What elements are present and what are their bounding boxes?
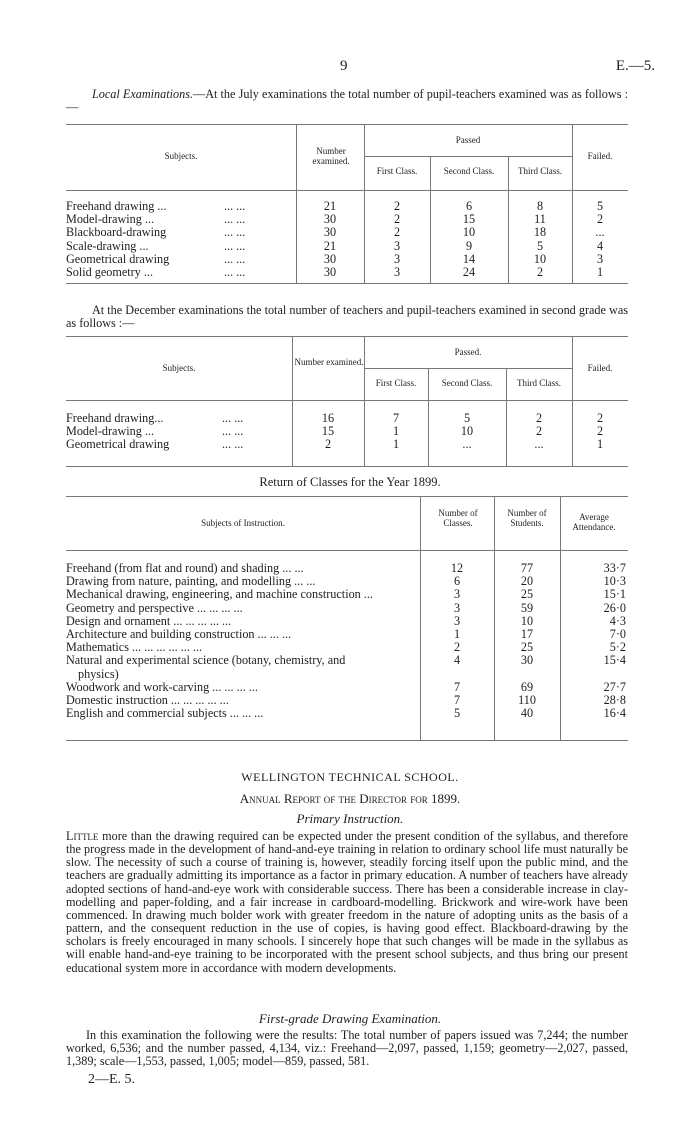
subject-cell: Scale-drawing ... [66, 238, 149, 253]
primary-instruction-heading: Primary Instruction. [296, 811, 404, 826]
leader-dots: ... ... [222, 411, 244, 425]
students-cell: 10 [520, 613, 534, 628]
subject-cell: Mathematics ... ... ... ... ... ... [66, 641, 203, 655]
page-number: 9 [340, 58, 348, 74]
subject-cell: Solid geometry ... [66, 265, 153, 279]
subject-cell: Model-drawing ... [66, 212, 155, 227]
first-class-cell: 3 [393, 265, 401, 279]
classes-cell: 7 [453, 679, 461, 694]
col-failed: Failed. [587, 363, 613, 373]
students-cell: 40 [520, 706, 534, 721]
examined-cell: 21 [323, 199, 337, 213]
attendance-cell: 15·4 [603, 653, 626, 668]
third-class-cell: 18 [533, 225, 547, 240]
subject-cell: Architecture and building construction ... ... ... [66, 628, 292, 641]
failed-cell: 2 [596, 424, 604, 439]
subject-cell: Geometrical drawing [66, 251, 170, 266]
third-class-cell: 8 [536, 199, 544, 213]
subject-cell: Natural and experimental science (botany, chemistry, and [66, 654, 346, 668]
second-class-cell: 15 [462, 212, 476, 227]
classes-cell: 3 [453, 613, 461, 628]
subject-cell: Drawing from nature, painting, and modelling ... ... [66, 575, 316, 589]
leader-dots: ... ... [224, 225, 246, 240]
students-cell: 20 [520, 574, 534, 589]
examined-cell: 30 [323, 225, 337, 240]
col-subjects-instruction: Subjects of Instruction. [201, 518, 285, 528]
first-class-cell: 3 [393, 251, 401, 266]
classes-cell: 2 [453, 640, 461, 655]
second-class-cell: 14 [462, 251, 476, 266]
attendance-cell: 28·8 [603, 693, 626, 707]
leader-dots: ... ... [224, 238, 246, 253]
leader-dots: ... ... [224, 265, 246, 279]
failed-cell: 2 [596, 411, 604, 425]
leader-dots: ... ... [222, 424, 244, 439]
leader-dots: ... ... [222, 437, 244, 452]
first-class-cell: 1 [392, 424, 400, 439]
classes-cell: 5 [453, 706, 461, 721]
subject-cell: Freehand drawing ... [66, 199, 167, 213]
classes-cell: 12 [450, 561, 464, 575]
first-class-cell: 7 [392, 411, 400, 425]
second-class-cell: 9 [465, 238, 473, 253]
col-number-examined: Number examined. [312, 146, 350, 166]
second-class-cell: 10 [460, 424, 474, 439]
examined-cell: 21 [323, 238, 337, 253]
first-class-cell: 2 [393, 212, 401, 227]
students-cell: 69 [520, 679, 534, 694]
students-cell: 77 [520, 561, 534, 575]
subject-cell: Freehand (from flat and round) and shading ... ... [66, 562, 304, 575]
col-second-class: Second Class. [441, 378, 493, 388]
attendance-cell: 5·2 [609, 640, 626, 655]
col-passed: Passed. [454, 347, 482, 357]
attendance-cell: 4·3 [609, 613, 626, 628]
third-class-cell: 10 [533, 251, 547, 266]
third-class-cell: 2 [536, 265, 544, 279]
subject-cell: Design and ornament ... ... ... ... ... [66, 614, 232, 628]
col-subjects: Subjects. [164, 151, 198, 161]
subject-cell: Domestic instruction ... ... ... ... ... [66, 694, 229, 707]
third-class-cell: 5 [536, 238, 544, 253]
failed-cell: 4 [596, 238, 604, 253]
attendance-cell: 26·0 [603, 600, 626, 615]
school-title: WELLINGTON TECHNICAL SCHOOL. [241, 770, 459, 784]
examined-cell: 30 [323, 251, 337, 266]
col-number-examined: Number examined. [294, 357, 364, 367]
failed-cell: 5 [596, 199, 604, 213]
first-grade-heading: First-grade Drawing Examination. [258, 1011, 442, 1026]
col-third-class: Third Class. [518, 166, 562, 176]
attendance-cell: 7·0 [609, 627, 626, 641]
second-class-cell: 6 [465, 199, 473, 213]
third-class-cell: ... [534, 437, 544, 452]
primary-body: more than the drawing required can be expected under the present condition of the syllabus, and therefore the progress made in the development of hand-and-eye training in relation to ordinary school life must naturally be slow. The necessity of such a course of training is, however, steadily forcing itself upon the public mind, and the teachers are gradually admitting its importance as a factor in primary education. A number of teachers have already adopted sections of hand-and-eye work with considerable success. There has been a considerable increase in clay-modelling and paper-folding, and a fair increase in cardboard-modelling. Brickwork and wire-work have been commenced. In drawing much bolder work with greater freedom in the nature of adopting units as the basis of a pattern, and the consequent reduction in the use of copies, is having good effect. Blackboard-drawing by the scholars is freely encouraged in many schools. I sincerely hope that such changes will be made in the syllabus as will enable hand-and-eye training to be incorporated with the present school subjects, and thus bring our present educational system more in accordance with modern developments. [66, 829, 628, 975]
col-first-class: First Class. [376, 166, 418, 176]
first-class-cell: 1 [392, 437, 400, 452]
col-passed: Passed [455, 135, 481, 145]
failed-cell: 1 [596, 265, 604, 279]
col-first-class: First Class. [375, 378, 417, 388]
second-class-cell: 10 [462, 225, 476, 240]
classes-cell: 3 [453, 587, 461, 602]
students-cell: 25 [520, 640, 534, 655]
failed-cell: ... [595, 225, 605, 240]
local-exams-text: —At the July examinations the total number of pupil-teachers examined was as follows :— [66, 87, 628, 114]
local-exams-intro [66, 88, 628, 114]
subject-cell: Mechanical drawing, engineering, and machine construction ... [66, 588, 373, 602]
subject-cell: Geometrical drawing [66, 437, 170, 452]
third-class-cell: 2 [535, 411, 543, 425]
failed-cell: 1 [596, 437, 604, 452]
failed-cell: 3 [596, 251, 604, 266]
primary-instruction-text [66, 830, 628, 975]
first-class-cell: 2 [393, 199, 401, 213]
leader-dots: ... ... [224, 199, 246, 213]
examined-cell: 16 [321, 411, 335, 425]
december-exams-intro: At the December examinations the total number of teachers and pupil-teachers examined in second grade was as follows :— [66, 303, 628, 330]
failed-cell: 2 [596, 212, 604, 227]
subject-cell: Model-drawing ... [66, 424, 155, 439]
subject-cell: Blackboard-drawing [66, 225, 167, 240]
students-cell: 25 [520, 587, 534, 602]
third-class-cell: 2 [535, 424, 543, 439]
subject-cell: Freehand drawing... [66, 411, 164, 425]
second-class-cell: ... [462, 437, 472, 452]
return-classes-title: Return of Classes for the Year 1899. [259, 475, 441, 489]
students-cell: 59 [520, 600, 534, 615]
subject-cell: Woodwork and work-carving ... ... ... ... [66, 680, 258, 694]
attendance-cell: 15·1 [603, 587, 626, 602]
col-failed: Failed. [587, 151, 613, 161]
leader-dots: ... ... [224, 251, 246, 266]
students-cell: 110 [518, 693, 536, 707]
examined-cell: 15 [321, 424, 335, 439]
subject-cell-continued: physics) [78, 666, 119, 681]
classes-cell: 3 [453, 600, 461, 615]
attendance-cell: 27·7 [603, 679, 626, 694]
classes-cell: 4 [453, 653, 461, 668]
subject-cell: Geometry and perspective ... ... ... ... [66, 601, 243, 615]
document-reference: E.—5. [615, 58, 655, 74]
classes-cell: 6 [453, 574, 461, 589]
leader-dots: ... ... [224, 212, 246, 227]
report-title: Annual Report of the Director for 1899. [239, 791, 461, 806]
students-cell: 17 [520, 627, 534, 641]
first-class-cell: 3 [393, 238, 401, 253]
second-class-cell: 24 [462, 265, 476, 279]
col-second-class: Second Class. [443, 166, 495, 176]
col-number-classes: Number of Classes. [438, 508, 478, 528]
col-number-students: Number of Students. [507, 508, 547, 528]
attendance-cell: 10·3 [603, 574, 626, 589]
students-cell: 30 [520, 653, 534, 668]
examined-cell: 30 [323, 212, 337, 227]
subject-cell: English and commercial subjects ... ... ... [66, 707, 264, 721]
col-subjects: Subjects. [162, 363, 196, 373]
local-exams-heading: Local Examinations. [92, 87, 193, 101]
examined-cell: 30 [323, 265, 337, 279]
classes-cell: 1 [453, 627, 461, 641]
first-class-cell: 2 [393, 225, 401, 240]
first-grade-text: In this examination the following were the results: The total number of papers issued was 7,244; the number worked, 6,536; and the number passed, 4,134, viz.: Freehand—2,097, passed, 1,159; geometry—2,027, passed, 1,389; scale—1,553, passed, 1,005; model—859, passed, 581. [66, 1028, 628, 1069]
primary-first-word: Little [66, 829, 99, 843]
second-class-cell: 5 [463, 411, 471, 425]
col-third-class: Third Class. [517, 378, 561, 388]
footer-reference: 2—E. 5. [88, 1072, 136, 1087]
attendance-cell: 33·7 [603, 561, 626, 575]
attendance-cell: 16·4 [603, 706, 626, 721]
col-average-attendance: Average Attendance. [572, 512, 616, 532]
third-class-cell: 11 [534, 212, 546, 227]
examined-cell: 2 [324, 437, 332, 452]
classes-cell: 7 [453, 693, 461, 707]
